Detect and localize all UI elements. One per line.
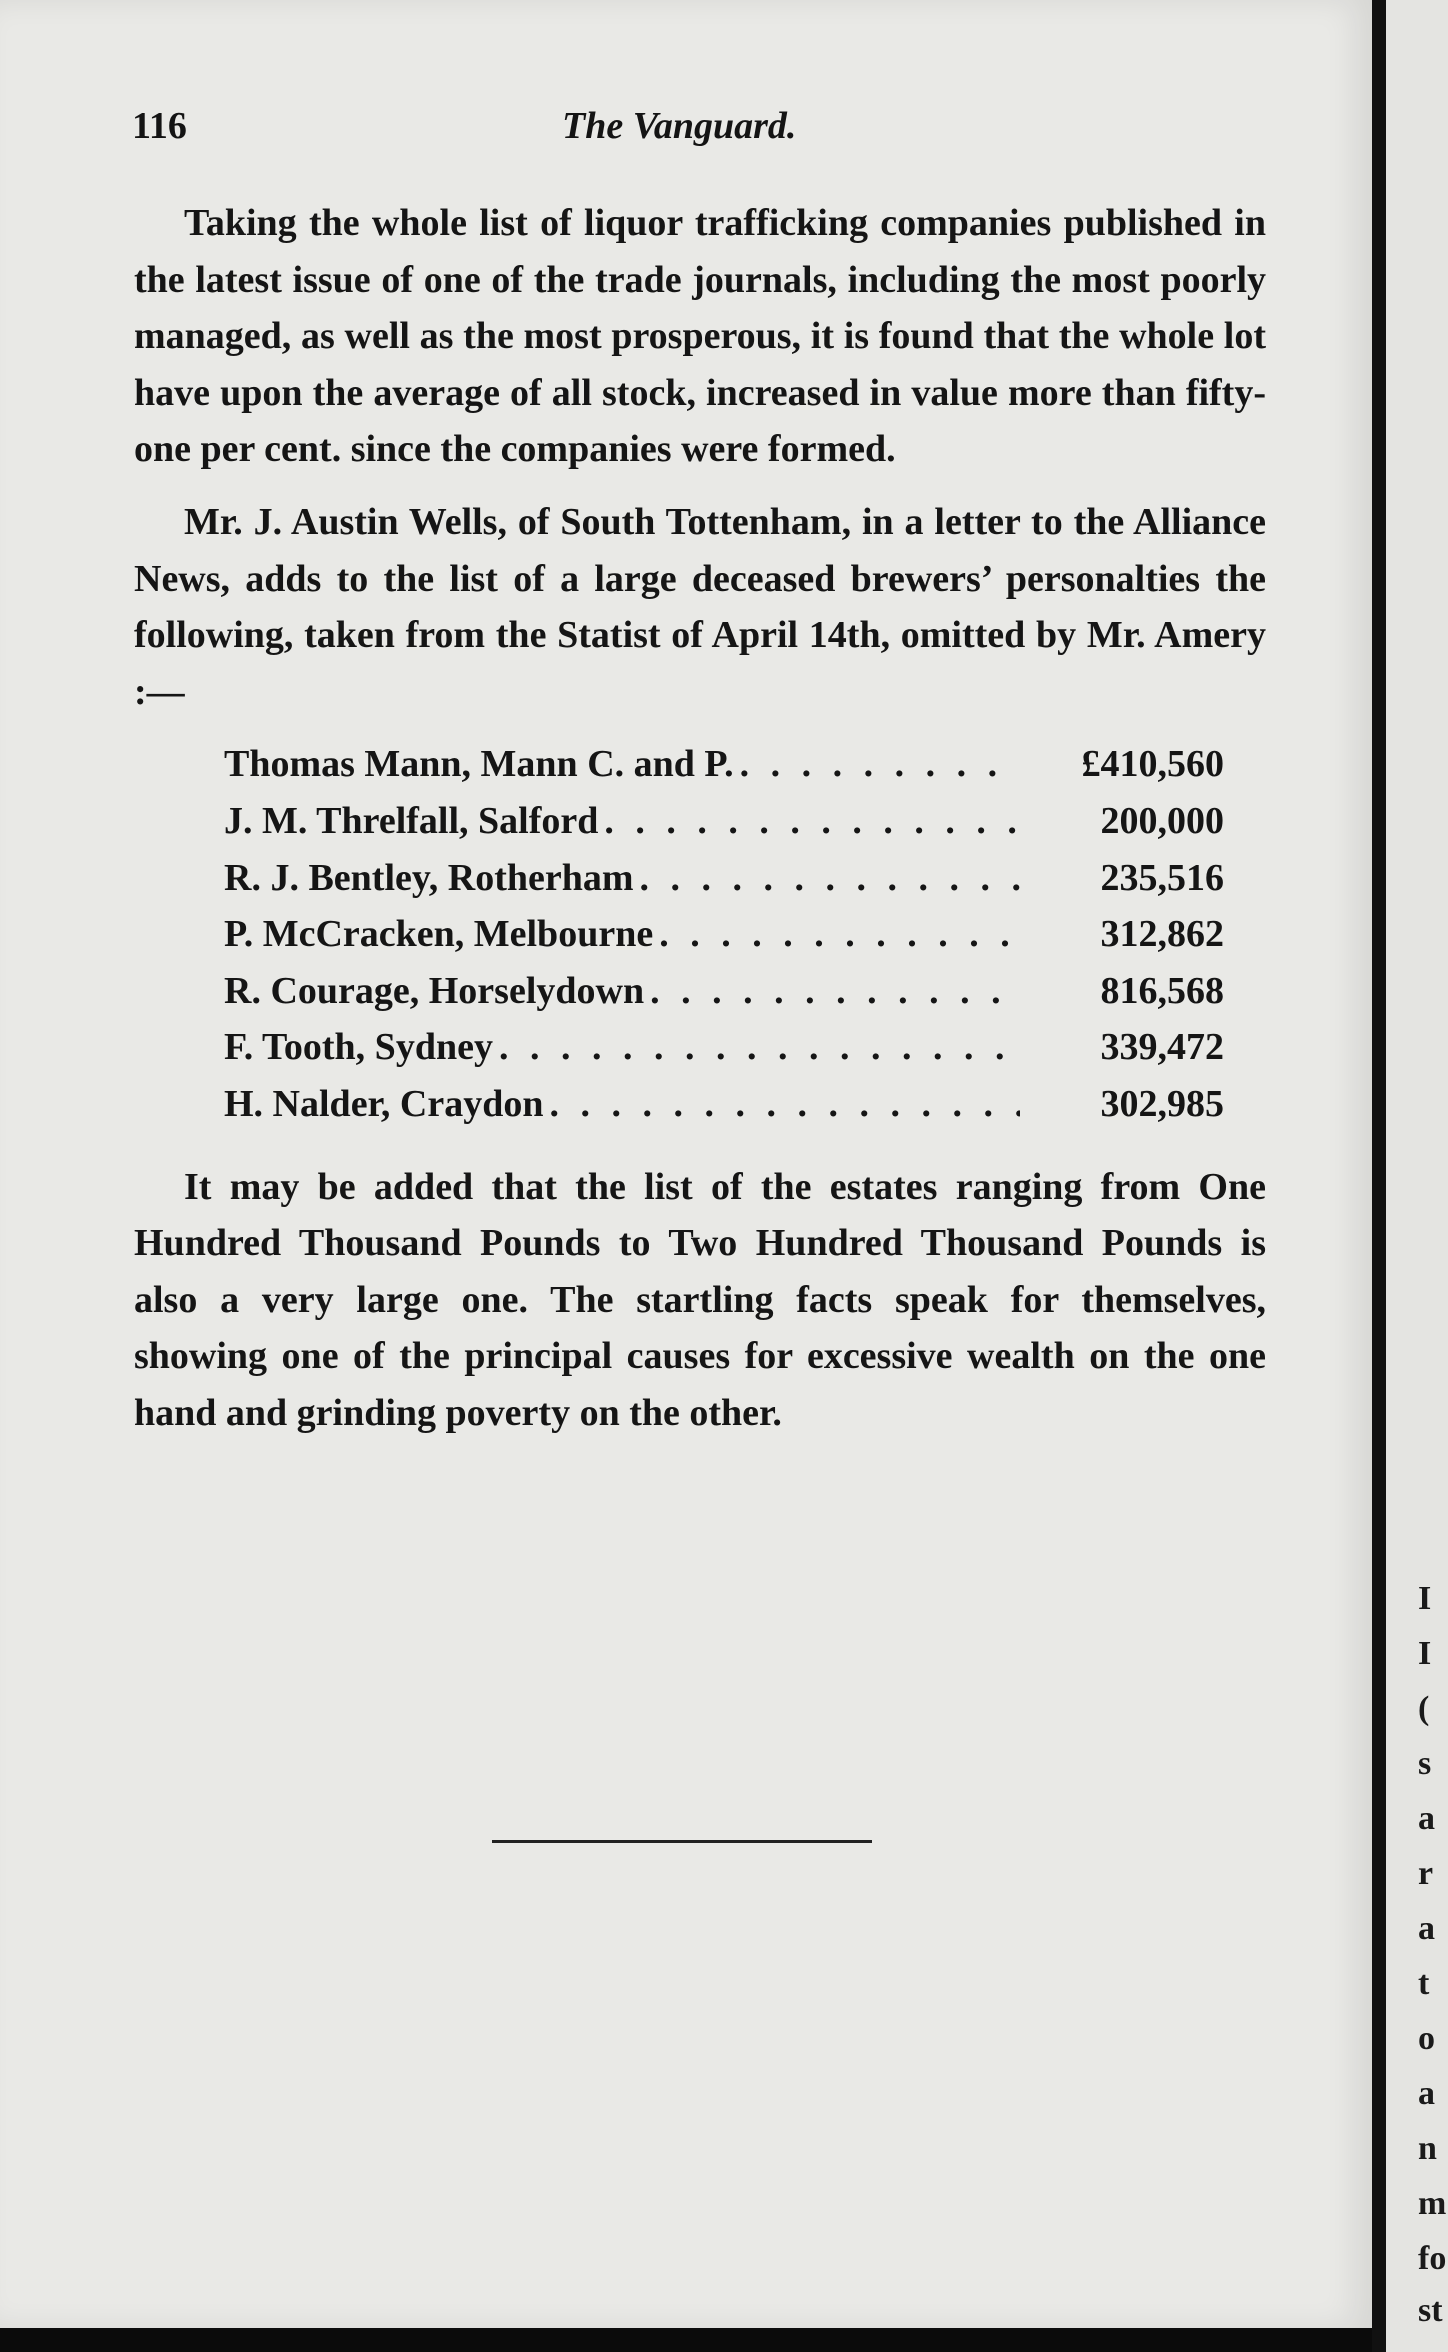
facing-page-fragment: st <box>1418 2292 1443 2329</box>
estate-name: R. Courage, Horselydown <box>224 969 645 1012</box>
page-body <box>134 195 1266 1457</box>
facing-page-fragment: n <box>1418 2130 1437 2167</box>
facing-page-fragment: m <box>1418 2185 1447 2222</box>
facing-page-fragment: I <box>1418 1635 1432 1672</box>
estate-row <box>224 1019 1224 1076</box>
estate-value: 200,000 <box>1100 799 1224 842</box>
estate-row <box>224 963 1224 1020</box>
estate-value: 339,472 <box>1100 1026 1224 1069</box>
estate-row <box>224 736 1224 793</box>
estate-name: H. Nalder, Craydon <box>224 1082 544 1125</box>
facing-page-fragment: a <box>1418 2075 1435 2112</box>
estate-value: 312,862 <box>1100 913 1224 956</box>
estate-name: F. Tooth, Sydney <box>224 1026 493 1069</box>
facing-page-fragment: o <box>1418 2020 1435 2057</box>
estate-row <box>224 793 1224 850</box>
facing-page-fragment: a <box>1418 1910 1435 1947</box>
estate-name: P. McCracken, Melbourne <box>224 913 654 956</box>
dot-leader <box>659 906 1020 963</box>
facing-page-fragment: t <box>1418 1965 1430 2002</box>
facing-page-fragment: I <box>1418 1580 1432 1617</box>
estate-row <box>224 1076 1224 1133</box>
running-title: The Vanguard. <box>562 105 797 147</box>
paragraph-wells-letter: Mr. J. Austin Wells, of South Tottenham, in a letter to the Alliance News, adds to the list of a large deceased brewers’ personalties the following, taken from the Statist of April 14th, omitted by Mr. Amery :— <box>134 500 1266 713</box>
facing-page-fragment: fo <box>1418 2240 1447 2277</box>
dot-leader <box>550 1076 1020 1133</box>
dot-leader <box>604 793 1020 850</box>
estates-list <box>224 736 1224 1132</box>
estate-value: £410,560 <box>1081 743 1224 786</box>
estate-value: 235,516 <box>1100 856 1224 899</box>
paragraph-companies: Taking the whole list of liquor trafficking companies published in the latest issue of one of the trade journals, including the most poorly managed, as well as the most prosperous, it is found that the whole lot have upon the average of all stock, increased in value more than fifty-one per cent. since the companies were formed. <box>134 202 1266 471</box>
paragraph-closing: It may be added that the list of the estates ranging from One Hundred Thousand Pounds to Two Hundred Thousand Pounds is also a very large one. The startling facts speak for themselves, showing one of the principal causes for excessive wealth on the one hand and grinding poverty on the other. <box>134 1165 1266 1434</box>
estate-row <box>224 906 1224 963</box>
estate-name: Thomas Mann, Mann C. and P. <box>224 743 734 786</box>
facing-page-fragment: s <box>1418 1745 1432 1782</box>
estate-name: J. M. Threlfall, Salford <box>224 799 599 842</box>
estate-name: R. J. Bentley, Rotherham <box>224 856 634 899</box>
page-number: 116 <box>132 105 187 147</box>
facing-page-fragment: r <box>1418 1855 1434 1892</box>
section-end-rule <box>492 1840 872 1843</box>
dot-leader <box>640 850 1020 907</box>
dot-leader <box>650 963 1020 1020</box>
dot-leader <box>740 736 1020 793</box>
page-header <box>132 104 1272 164</box>
facing-page-fragment: ( <box>1418 1690 1430 1727</box>
estate-row <box>224 850 1224 907</box>
facing-page-fragment: a <box>1418 1800 1435 1837</box>
dot-leader <box>499 1019 1020 1076</box>
estate-value: 302,985 <box>1100 1082 1224 1125</box>
estate-value: 816,568 <box>1100 969 1224 1012</box>
